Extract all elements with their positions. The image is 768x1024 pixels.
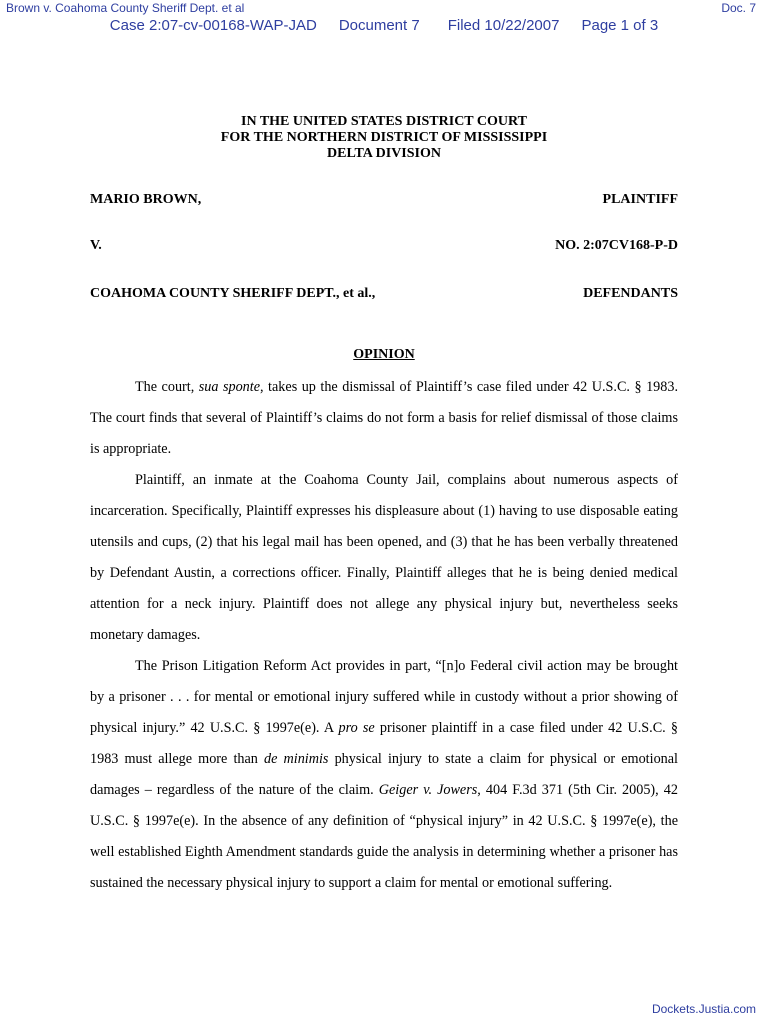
justia-source-link[interactable]: Dockets.Justia.com xyxy=(651,1002,756,1016)
caption-defendant-row xyxy=(90,286,678,302)
paragraph-2: Plaintiff, an inmate at the Coahoma County Jail, complains about numerous aspects of incarceration. Specifically, Plaintiff expresses his displeasure about (1) having to use disposable eating utensils and cups, (2) that his legal mail has been opened, and (3) that he has been verbally threatened by Defendant Austin, a corrections officer. Finally, Plaintiff alleges that he is being denied medical attention for a neck injury. Plaintiff does not allege any physical injury but, nevertheless seeks monetary damages. xyxy=(90,472,678,643)
caption-versus-row xyxy=(90,238,678,254)
paragraph-1: The court, sua sponte, takes up the dismissal of Plaintiff’s case filed under 42 U.S.C. § 1983. The court finds that several of Plaintiff’s claims do not form a basis for relief dismissal of those claims is appropriate. xyxy=(90,379,678,457)
plaintiff-label: PLAINTIFF xyxy=(602,192,678,207)
opinion-title: OPINION xyxy=(353,347,415,362)
versus-label: V. xyxy=(90,238,102,253)
court-line-1: IN THE UNITED STATES DISTRICT COURT xyxy=(241,114,527,129)
court-heading xyxy=(0,114,768,162)
stamp-page-number: Page 1 of 3 xyxy=(581,17,659,34)
court-line-2: FOR THE NORTHERN DISTRICT OF MISSISSIPPI xyxy=(220,130,548,145)
stamp-document: Document 7 xyxy=(338,17,420,34)
document-title-link[interactable]: Brown v. Coahoma County Sheriff Dept. et al xyxy=(6,1,245,15)
court-line-3: DELTA DIVISION xyxy=(327,146,441,161)
stamp-filed-date: Filed 10/22/2007 xyxy=(447,17,560,34)
caption-plaintiff-row xyxy=(90,192,678,208)
filing-stamp xyxy=(0,17,768,34)
case-number: NO. 2:07CV168-P-D xyxy=(555,238,678,253)
defendant-name: COAHOMA COUNTY SHERIFF DEPT., et al., xyxy=(90,286,376,301)
opinion-body xyxy=(90,372,678,899)
defendant-label: DEFENDANTS xyxy=(583,286,678,301)
document-number-link[interactable]: Doc. 7 xyxy=(721,1,756,15)
plaintiff-name: MARIO BROWN, xyxy=(90,192,202,207)
stamp-case-number: Case 2:07-cv-00168-WAP-JAD xyxy=(109,17,317,34)
paragraph-3: The Prison Litigation Reform Act provides in part, “[n]o Federal civil action may be brought by a prisoner . . . for mental or emotional injury suffered while in custody without a prior showing of physical injury.” 42 U.S.C. § 1997e(e). A pro se prisoner plaintiff in a case filed under 42 U.S.C. § 1983 must allege more than de minimis physical injury to state a claim for physical or emotional damages – regardless of the nature of the claim. Geiger v. Jowers, 404 F.3d 371 (5th Cir. 2005), 42 U.S.C. § 1997e(e). In the absence of any definition of “physical injury” in 42 U.S.C. § 1997e(e), the well established Eighth Amendment standards guide the analysis in determining whether a prisoner has sustained the necessary physical injury to support a claim for mental or emotional suffering. xyxy=(90,658,678,891)
